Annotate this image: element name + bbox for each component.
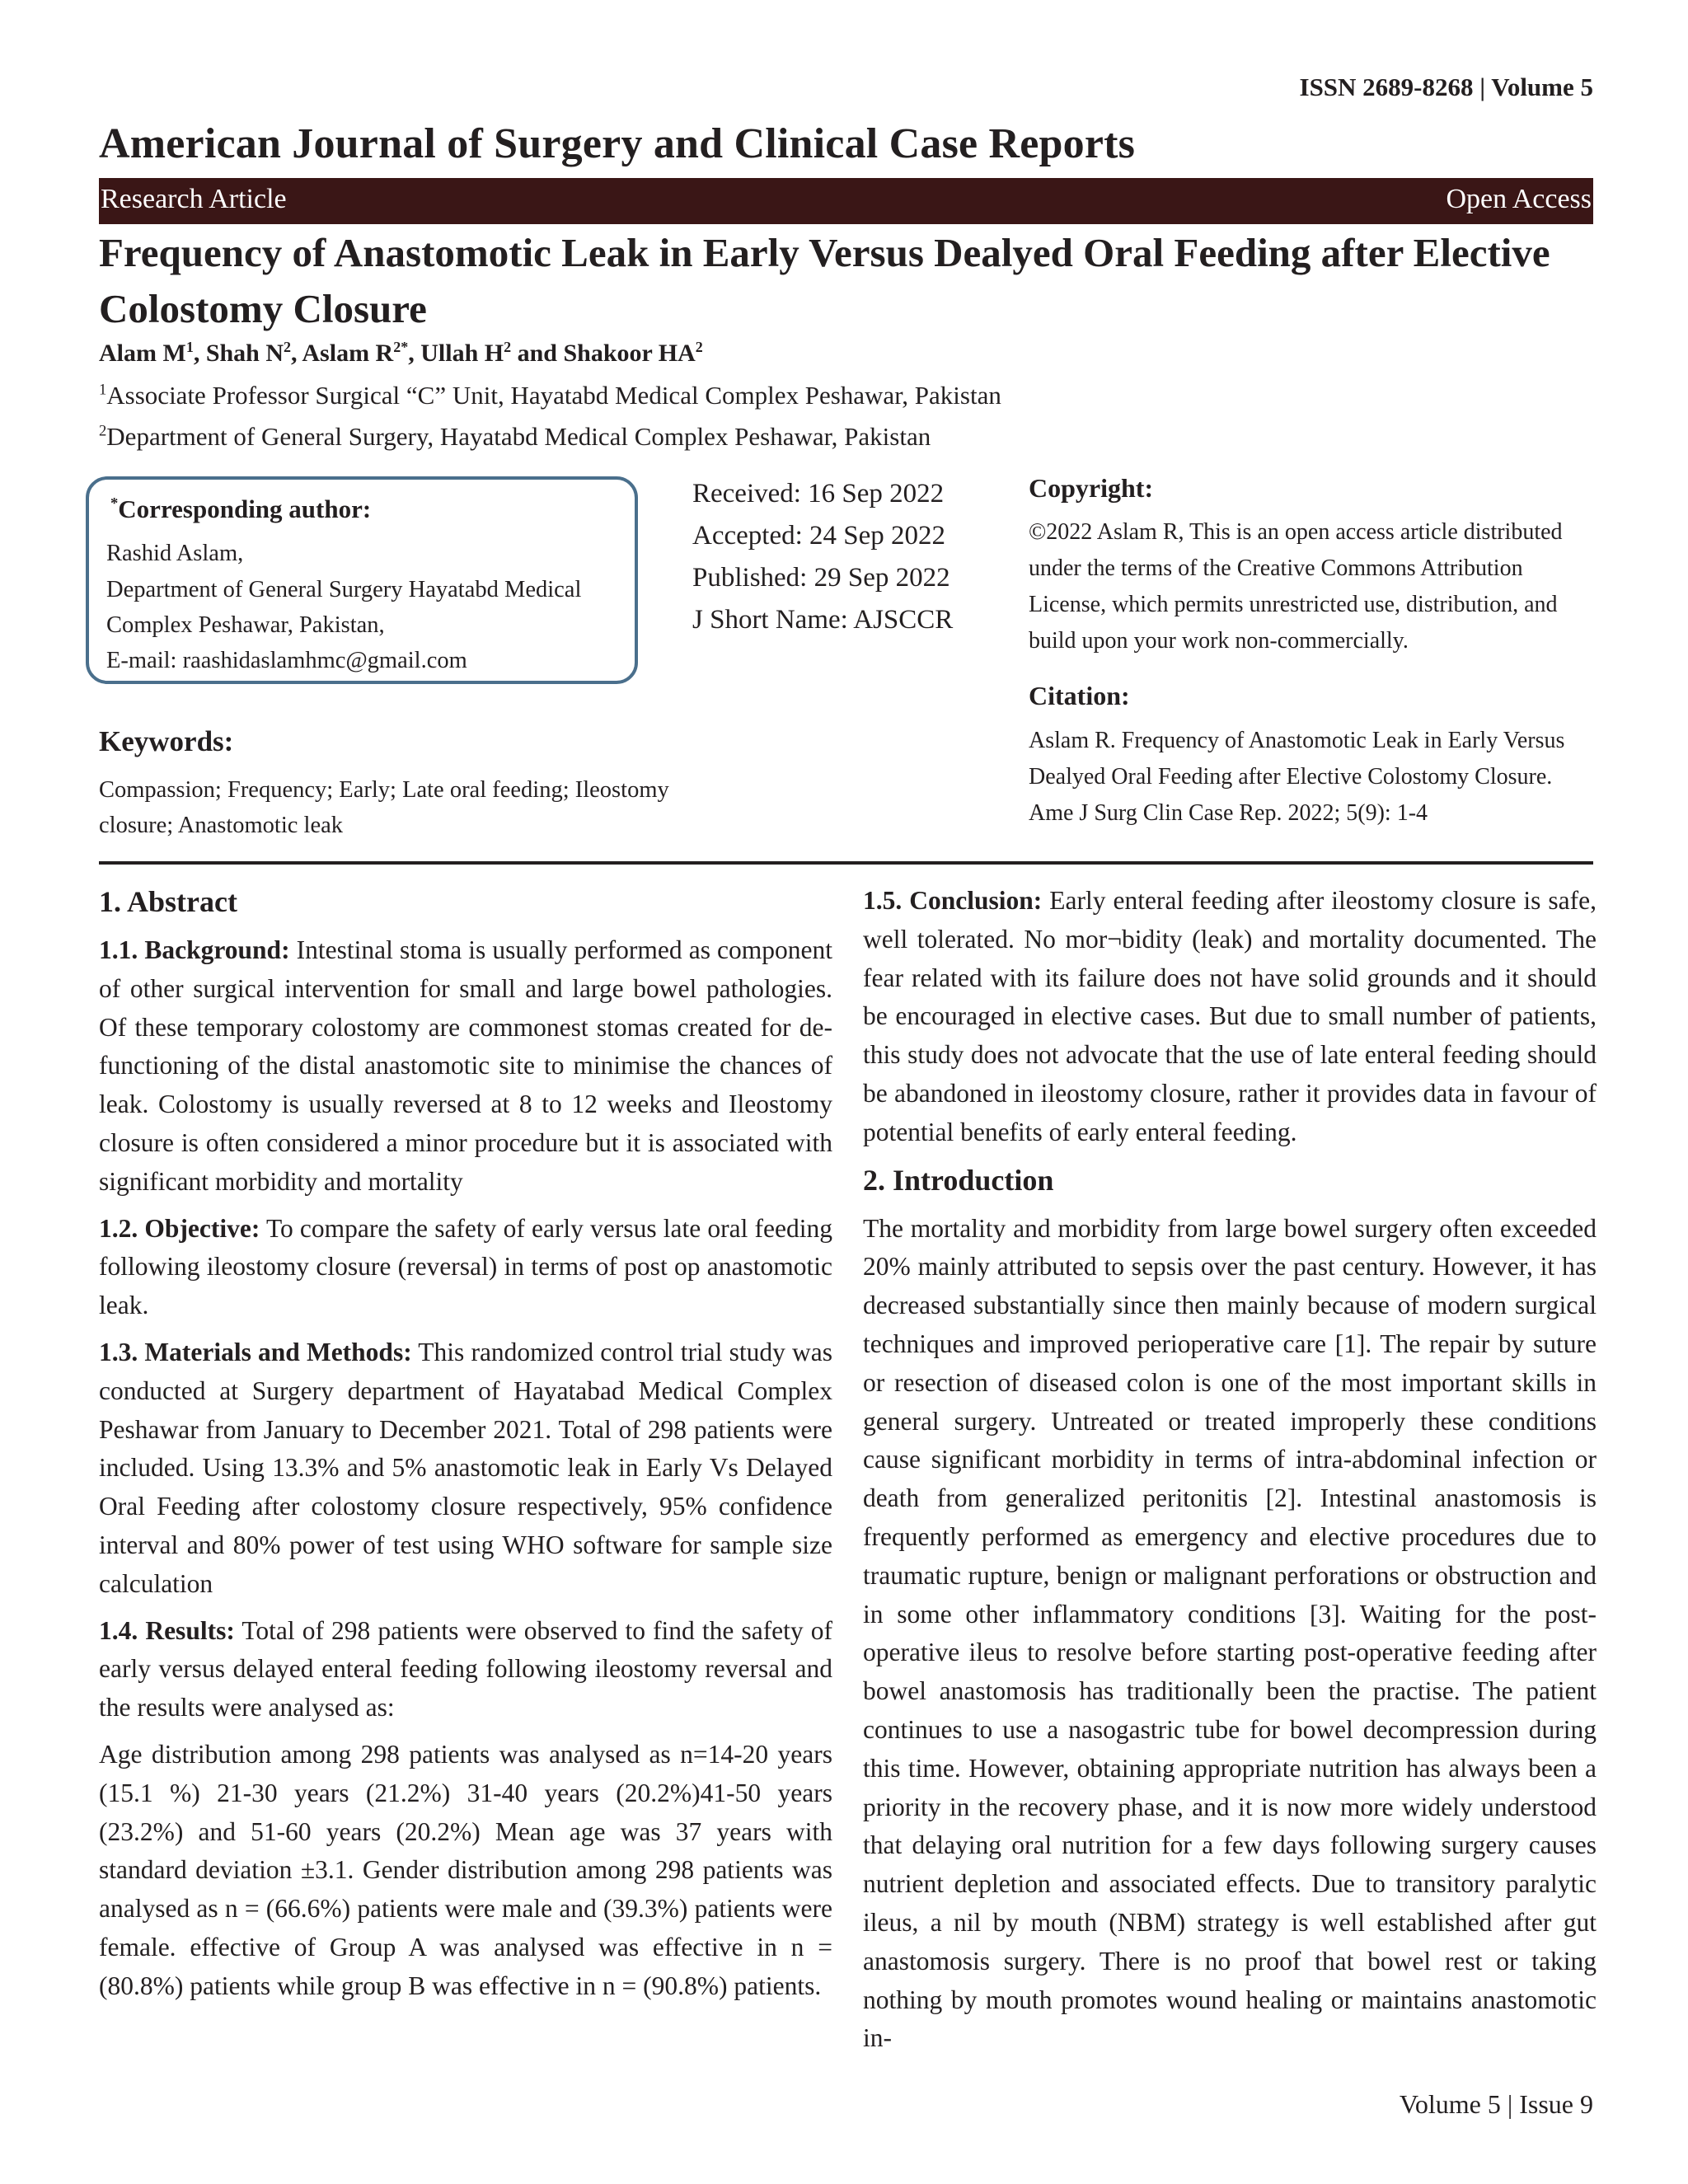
author: Aslam R bbox=[302, 340, 394, 367]
issn-volume: ISSN 2689-8268 | Volume 5 bbox=[1299, 73, 1593, 101]
journal-short-name: J Short Name: AJSCCR bbox=[692, 605, 954, 635]
article-dates bbox=[692, 473, 953, 641]
author: Shakoor HA bbox=[563, 340, 696, 367]
abstract-heading: 1. Abstract bbox=[99, 885, 237, 918]
corresponding-author-heading: *Corresponding author: bbox=[110, 494, 372, 523]
keywords-text: Compassion; Frequency; Early; Late oral feeding; Ileostomy closure; Anastomotic leak bbox=[99, 777, 669, 838]
author-list: Alam $M^1$, Shah $N^2$, Aslam $R^{2*}$, Ullah $H^2$ and Shakoor $HA^2$ bbox=[99, 339, 703, 367]
article-type: Research Article bbox=[101, 184, 287, 214]
article-type-bar bbox=[99, 178, 1593, 224]
corresponding-author-email: E-mail: raashidaslamhmc@gmail.com bbox=[106, 648, 467, 673]
page-footer: Volume 5 | Issue 9 bbox=[1399, 2089, 1593, 2119]
left-column bbox=[99, 882, 832, 2014]
copyright-heading: Copyright: bbox=[1029, 473, 1154, 503]
right-column bbox=[863, 882, 1597, 2066]
results-paragraph: 1.4. Results: Total of 298 patients were observed to find the safety of early versus delayed enteral feeding following ileostomy reversal and the results were analysed as: bbox=[99, 1615, 832, 1722]
objective-paragraph: 1.2. Objective: To compare the safety of early versus late oral feeding following ileostomy closure (reversal) in terms of post op anastomotic leak. bbox=[99, 1213, 832, 1320]
results-detail-paragraph: Age distribution among 298 patients was analysed as n=14-20 years (15.1 %) 21-30 years (21.2%) 31-40 years (20.2%)41-50 years (23.2%) and 51-60 years (20.2%) Mean age was 37 years with standard deviation ±3.1. Gender distribution among 298 patients was analysed as n = (66.6%) patients were male and (39.3%) patients were female. effective of Group A was analysed was effective in n = (80.8%) patients while group B was effective in n = (90.8%) patients. bbox=[99, 1739, 832, 2000]
keywords-heading: Keywords: bbox=[99, 725, 234, 757]
author: Alam M bbox=[99, 340, 186, 367]
affiliation-2: $^2$Department of General Surgery, Hayatabd Medical Complex Peshawar, Pakistan bbox=[99, 422, 931, 451]
copyright-text: ©2022 Aslam R, This is an open access article distributed under the terms of the Creative Commons Attribution License, which permits unrestricted use, distribution, and build upon your work non-commercially. bbox=[1029, 519, 1563, 654]
introduction-paragraph: The mortality and morbidity from large bowel surgery often exceeded 20% mainly attributed to sepsis over the past century. However, it has decreased substantially since then mainly because of modern surgical techniques and improved perioperative care [1]. The repair by suture or resection of diseased colon is one of the most important skills in general surgery. Untreated or treated improperly these conditions cause significant morbidity in terms of intra-abdominal infection or death from generalized peritonitis [2]. Intestinal anastomosis is frequently performed as emergency and elective procedures due to traumatic rupture, benign or malignant perforations or obstruction and in some other inflammatory conditions [3]. Waiting for the post-operative ileus to resolve before starting post-operative feeding after bowel anastomosis has traditionally been the practise. The patient continues to use a nasogastric tube for bowel decompression during this time. However, obtaining appropriate nutrition has always been a priority in the recovery phase, and it is now more widely understood that delaying oral nutrition for a few days following surgery causes nutrient depletion and associated effects. Due to transitory paralytic ileus, a nil by mouth (NBM) strategy is well established after gut anastomosis surgery. There is no proof that bowel rest or taking nothing by mouth promotes wound healing or maintains anastomotic in- bbox=[863, 1213, 1597, 2053]
author: Ullah H bbox=[420, 340, 504, 367]
open-access-label: Open Access bbox=[1446, 184, 1592, 214]
affiliation-1: $^1$Associate Professor Surgical “C” Unit, Hayatabd Medical Complex Peshawar, Pakistan bbox=[99, 381, 1001, 410]
received-date: Received: 16 Sep 2022 bbox=[692, 479, 945, 509]
background-paragraph: 1.1. Background: Intestinal stoma is usually performed as component of other surgical intervention for small and large bowel pathologies. Of these temporary colostomy are commonest stomas created for de-functioning of the distal anastomotic site to minimise the chances of leak. Colostomy is usually reversed at 8 to 12 weeks and Ileostomy closure is often considered a minor procedure but it is associated with significant morbidity and mortality bbox=[99, 935, 833, 1196]
section-divider bbox=[99, 861, 1593, 865]
corresponding-author-location: Complex Peshawar, Pakistan, bbox=[106, 612, 385, 638]
article-title: Frequency of Anastomotic Leak in Early Versus Dealyed Oral Feeding after Elective Colostomy Closure bbox=[99, 230, 1550, 331]
corresponding-author-box bbox=[86, 476, 638, 684]
author: Shah N bbox=[205, 340, 284, 367]
corresponding-author-dept: Department of General Surgery Hayatabd Medical bbox=[106, 577, 582, 602]
journal-title: American Journal of Surgery and Clinical Case Reports bbox=[99, 120, 1136, 167]
citation-text: Aslam R. Frequency of Anastomotic Leak in Early Versus Dealyed Oral Feeding after Elective Colostomy Closure. Ame J Surg Clin Case Rep. 2022; 5(9): 1-4 bbox=[1029, 728, 1565, 826]
citation-heading: Citation: bbox=[1029, 681, 1130, 710]
accepted-date: Accepted: 24 Sep 2022 bbox=[692, 521, 946, 551]
published-date: Published: 29 Sep 2022 bbox=[692, 563, 950, 593]
corresponding-author-name: Rashid Aslam, bbox=[106, 541, 244, 566]
methods-paragraph: 1.3. Materials and Methods: This randomized control trial study was conducted at Surgery department of Hayatabad Medical Complex Peshawar from January to December 2021. Total of 298 patients were included. Using 13.3% and 5% anastomotic leak in Early Vs Delayed Oral Feeding after colostomy closure respectively, 95% confidence interval and 80% power of test using WHO software for sample size calculation bbox=[99, 1337, 832, 1598]
introduction-heading: 2. Introduction bbox=[863, 1163, 1054, 1197]
conclusion-paragraph: 1.5. Conclusion: Early enteral feeding after ileostomy closure is safe, well tolerated. No mor¬bidity (leak) and mortality documented. The fear related with its failure does not have solid grounds and it should be encouraged in elective cases. But due to small number of patients, this study does not advocate that the use of late enteral feeding should be abandoned in ileostomy closure, rather it provides data in favour of potential benefits of early enteral feeding. bbox=[863, 886, 1597, 1146]
